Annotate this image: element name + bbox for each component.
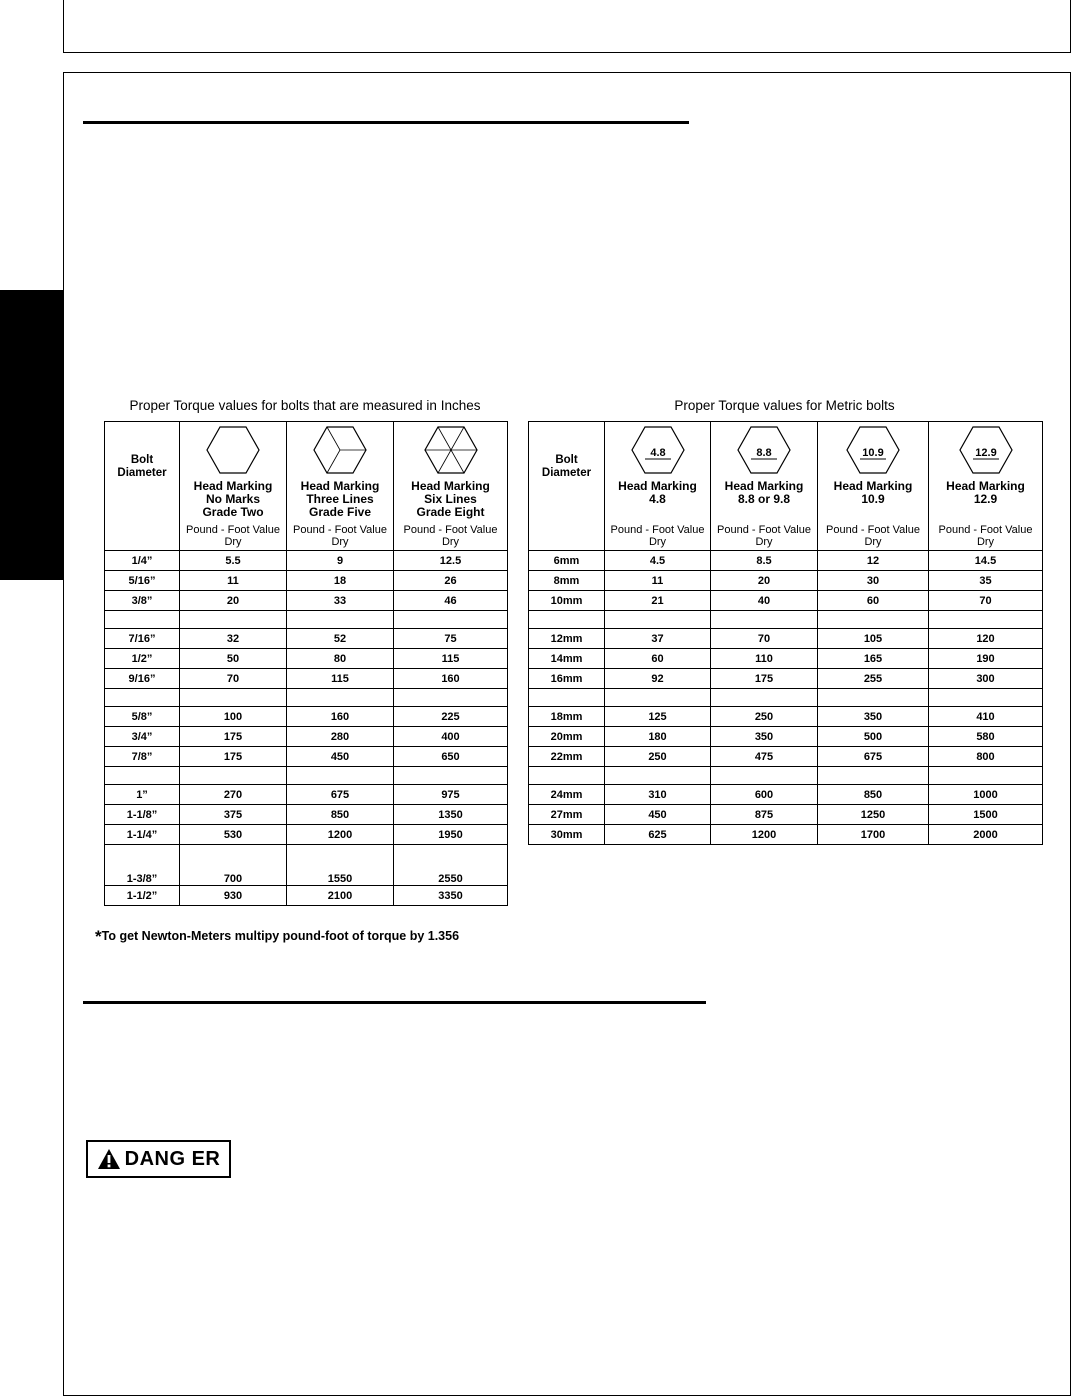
unit-label-text: Pound - Foot Value [293,524,387,536]
torque-value-cell: 1350 [394,805,508,825]
torque-value-cell: 700 [180,845,287,886]
torque-value-cell: 3350 [394,886,508,906]
warning-triangle-icon [97,1148,121,1170]
bolt-size-cell: 1-1/2” [105,886,180,906]
head-marking-text [180,480,286,519]
section-rule-top [83,121,689,124]
bolt-header-text [529,454,604,480]
danger-label: DANG ER [124,1147,221,1170]
torque-value-cell: 1200 [711,825,818,845]
torque-value-cell [605,767,711,785]
torque-value-cell: 115 [394,649,508,669]
unit-label [929,524,1042,548]
torque-value-cell: 180 [605,727,711,747]
torque-value-cell [929,689,1043,707]
torque-value-cell: 1250 [818,805,929,825]
bolt-size-cell [529,689,605,707]
torque-value-cell: 250 [605,747,711,767]
torque-value-cell: 8.5 [711,551,818,571]
bolt-size-cell: 5/8” [105,707,180,727]
hex-grade-label-icon [736,425,792,478]
table-row [105,747,508,767]
head-marking-line: 12.9 [973,492,998,506]
head-marking-line: Head Marking [300,479,380,493]
torque-value-cell: 115 [287,669,394,689]
torque-value-cell: 1200 [287,825,394,845]
bolt-size-cell: 12mm [529,629,605,649]
torque-value-cell: 270 [180,785,287,805]
torque-value-cell [711,689,818,707]
unit-label-text: Pound - Foot Value [826,524,920,536]
torque-value-cell: 225 [394,707,508,727]
grade-header-wrap [605,422,710,550]
bolt-size-cell: 1/4” [105,551,180,571]
bolt-size-cell: 5/16” [105,571,180,591]
table-row [105,785,508,805]
torque-value-cell: 1550 [287,845,394,886]
table-row [529,785,1043,805]
head-marking-line: Head Marking [193,479,273,493]
torque-value-cell: 975 [394,785,508,805]
torque-value-cell: 300 [929,669,1043,689]
torque-value-cell: 12 [818,551,929,571]
condition-label: Dry [648,536,667,548]
condition-label: Dry [441,536,460,548]
torque-value-cell: 100 [180,707,287,727]
hex-grade-label-icon [958,425,1014,478]
torque-value-cell: 9 [287,551,394,571]
torque-value-cell [394,611,508,629]
grade-header-wrap [180,422,286,550]
bolt-size-cell: 30mm [529,825,605,845]
bolt-diameter-header [529,422,605,551]
table-row [529,649,1043,669]
inch-torque-table [104,421,508,906]
torque-value-cell: 1950 [394,825,508,845]
torque-value-cell: 110 [711,649,818,669]
grade-header-1 [605,422,711,551]
torque-value-cell: 475 [711,747,818,767]
table-row [105,767,508,785]
torque-value-cell: 875 [711,805,818,825]
torque-value-cell: 5.5 [180,551,287,571]
bolt-size-cell: 6mm [529,551,605,571]
head-marking-text [711,480,817,506]
hex-grade-label-icon [845,425,901,478]
svg-text:10.9: 10.9 [862,447,884,459]
torque-value-cell [394,689,508,707]
metric-torque-table [528,421,1043,845]
torque-value-cell: 70 [929,591,1043,611]
metric-table-title: Proper Torque values for Metric bolts [674,398,895,413]
head-marking-line: Head Marking [833,479,913,493]
bolt-size-cell: 1/2” [105,649,180,669]
torque-value-cell: 165 [818,649,929,669]
unit-label [287,524,393,548]
head-marking-line: Grade Eight [416,505,485,519]
bolt-size-cell: 1-3/8” [105,845,180,886]
head-marking-line: Head Marking [618,479,697,493]
torque-value-cell: 1500 [929,805,1043,825]
torque-value-cell: 21 [605,591,711,611]
torque-value-cell: 930 [180,886,287,906]
torque-value-cell: 20 [711,571,818,591]
bolt-size-cell [529,767,605,785]
grade-header-wrap [287,422,393,550]
torque-value-cell: 46 [394,591,508,611]
torque-value-cell: 33 [287,591,394,611]
torque-value-cell: 625 [605,825,711,845]
bolt-size-cell [105,689,180,707]
bolt-header-wrap [105,422,179,550]
head-marking-line: Grade Five [308,505,372,519]
torque-value-cell: 450 [605,805,711,825]
torque-value-cell: 255 [818,669,929,689]
page-header-box [63,0,1071,53]
torque-value-cell: 105 [818,629,929,649]
hex-grade-label-icon [630,425,686,478]
head-marking-text [818,480,928,506]
torque-value-cell: 580 [929,727,1043,747]
torque-value-cell: 60 [605,649,711,669]
torque-value-cell: 850 [287,805,394,825]
table-row [529,805,1043,825]
torque-value-cell: 120 [929,629,1043,649]
condition-label: Dry [976,536,995,548]
section-rule-bottom [83,1001,706,1004]
unit-label [394,524,507,548]
torque-value-cell: 250 [711,707,818,727]
torque-value-cell: 14.5 [929,551,1043,571]
table-row [105,551,508,571]
table-row [529,571,1043,591]
table-row [105,689,508,707]
table-row [529,825,1043,845]
torque-value-cell: 450 [287,747,394,767]
torque-value-cell: 12.5 [394,551,508,571]
table-row [105,707,508,727]
table-row [105,886,508,906]
head-marking-text [605,480,710,506]
bolt-size-cell: 1” [105,785,180,805]
table-row [105,727,508,747]
torque-value-cell: 675 [287,785,394,805]
torque-value-cell: 30 [818,571,929,591]
grade-header-2 [287,422,394,551]
head-marking-text [394,480,507,519]
grade-header-2 [711,422,818,551]
table-row [105,669,508,689]
bolt-size-cell: 7/16” [105,629,180,649]
torque-value-cell: 530 [180,825,287,845]
bolt-size-cell: 14mm [529,649,605,669]
torque-value-cell: 160 [287,707,394,727]
torque-value-cell: 20 [180,591,287,611]
bolt-size-cell: 27mm [529,805,605,825]
grade-header-wrap [711,422,817,550]
torque-value-cell: 175 [711,669,818,689]
unit-label-text: Pound - Foot Value [610,524,705,536]
torque-value-cell: 40 [711,591,818,611]
footnote-star: * [95,927,102,946]
bolt-header-line: Diameter [541,467,592,479]
head-marking-line: 8.8 or 9.8 [737,492,791,506]
bolt-header-line: Bolt [130,454,154,466]
torque-value-cell: 190 [929,649,1043,669]
torque-value-cell: 600 [711,785,818,805]
unit-label-text: Pound - Foot Value [186,524,280,536]
table-row [105,805,508,825]
table-row [105,825,508,845]
head-marking-line: No Marks [205,492,261,506]
bolt-size-cell: 1-1/4” [105,825,180,845]
head-marking-text [287,480,393,519]
torque-value-cell [287,767,394,785]
torque-value-cell [394,767,508,785]
torque-value-cell: 26 [394,571,508,591]
danger-signal-box [86,1140,231,1178]
table-row [529,727,1043,747]
torque-value-cell: 350 [711,727,818,747]
bolt-size-cell: 9/16” [105,669,180,689]
bolt-size-cell [105,767,180,785]
hex-six-lines-icon [423,425,479,478]
table-row [105,611,508,629]
bolt-size-cell: 10mm [529,591,605,611]
torque-value-cell [929,611,1043,629]
unit-label-text: Pound - Foot Value [403,524,498,536]
grade-header-3 [818,422,929,551]
inch-table-title: Proper Torque values for bolts that are measured in Inches [129,398,481,413]
unit-label [711,524,817,548]
torque-value-cell: 92 [605,669,711,689]
torque-value-cell: 70 [711,629,818,649]
unit-label [180,524,286,548]
bolt-size-cell: 8mm [529,571,605,591]
bolt-header-wrap [529,422,604,550]
torque-value-cell [711,611,818,629]
torque-value-cell [818,689,929,707]
condition-label: Dry [755,536,773,548]
torque-value-cell: 11 [605,571,711,591]
table-row [529,707,1043,727]
head-marking-line: Head Marking [724,479,804,493]
torque-value-cell: 310 [605,785,711,805]
torque-value-cell [287,689,394,707]
grade-header-4 [929,422,1043,551]
bolt-header-text [105,454,179,480]
torque-value-cell: 125 [605,707,711,727]
table-row [529,629,1043,649]
torque-value-cell: 52 [287,629,394,649]
table-row [105,571,508,591]
section-side-tab [0,290,63,580]
torque-value-cell [929,767,1043,785]
bolt-size-cell: 22mm [529,747,605,767]
torque-value-cell: 175 [180,747,287,767]
hex-no-marks-icon [205,425,261,478]
table-row [529,591,1043,611]
bolt-header-line: Diameter [117,467,167,479]
condition-label: Dry [864,536,882,548]
torque-value-cell [180,611,287,629]
torque-value-cell: 4.5 [605,551,711,571]
bolt-size-cell: 24mm [529,785,605,805]
bolt-size-cell: 18mm [529,707,605,727]
bolt-size-cell: 1-1/8” [105,805,180,825]
svg-text:8.8: 8.8 [756,447,772,459]
head-marking-text [929,480,1042,506]
bolt-size-cell [529,611,605,629]
head-marking-line: 10.9 [861,492,885,506]
head-marking-line: Head Marking [411,479,490,493]
table-row [529,551,1043,571]
bolt-header-line: Bolt [555,454,578,466]
unit-label-text: Pound - Foot Value [938,524,1033,536]
torque-value-cell: 175 [180,727,287,747]
condition-label: Dry [331,536,349,548]
torque-value-cell [818,767,929,785]
torque-value-cell: 1700 [818,825,929,845]
grade-header-wrap [818,422,928,550]
svg-text:12.9: 12.9 [974,447,997,459]
table-row [529,689,1043,707]
head-marking-line: Three Lines [306,492,374,506]
torque-value-cell: 18 [287,571,394,591]
torque-value-cell: 375 [180,805,287,825]
unit-label-text: Pound - Foot Value [717,524,811,536]
table-row [529,747,1043,767]
torque-value-cell: 32 [180,629,287,649]
footnote-text: To get Newton-Meters multipy pound-foot of torque by 1.356 [101,929,460,943]
torque-value-cell: 2100 [287,886,394,906]
torque-value-cell [605,689,711,707]
grade-header-1 [180,422,287,551]
bolt-size-cell: 16mm [529,669,605,689]
table-row [105,629,508,649]
torque-value-cell: 75 [394,629,508,649]
table-row [529,767,1043,785]
torque-value-cell: 37 [605,629,711,649]
head-marking-line: 4.8 [649,492,666,506]
grade-header-wrap [394,422,507,550]
head-marking-line: Grade Two [202,505,264,519]
bolt-size-cell: 20mm [529,727,605,747]
grade-header-wrap [929,422,1042,550]
torque-value-cell: 50 [180,649,287,669]
torque-value-cell [287,611,394,629]
torque-value-cell: 70 [180,669,287,689]
torque-value-cell: 350 [818,707,929,727]
torque-value-cell [180,689,287,707]
bolt-size-cell: 3/4” [105,727,180,747]
torque-value-cell: 650 [394,747,508,767]
torque-value-cell: 280 [287,727,394,747]
torque-value-cell: 500 [818,727,929,747]
hex-three-lines-icon [312,425,368,478]
table-row [529,611,1043,629]
torque-value-cell: 35 [929,571,1043,591]
torque-value-cell: 2550 [394,845,508,886]
table-row [105,591,508,611]
condition-label: Dry [224,536,242,548]
torque-value-cell: 410 [929,707,1043,727]
torque-value-cell [180,767,287,785]
bolt-size-cell: 7/8” [105,747,180,767]
table-row [529,669,1043,689]
newton-meter-footnote [95,927,459,947]
unit-label [818,524,928,548]
torque-value-cell [818,611,929,629]
torque-value-cell: 60 [818,591,929,611]
torque-value-cell: 1000 [929,785,1043,805]
bolt-diameter-header [105,422,180,551]
torque-value-cell: 2000 [929,825,1043,845]
head-marking-line: Six Lines [424,492,477,506]
bolt-size-cell [105,611,180,629]
table-row [105,649,508,669]
unit-label [605,524,710,548]
head-marking-line: Head Marking [946,479,1025,493]
torque-value-cell: 850 [818,785,929,805]
torque-value-cell: 160 [394,669,508,689]
grade-header-3 [394,422,508,551]
table-row [105,845,508,886]
svg-text:4.8: 4.8 [649,447,666,459]
torque-value-cell [605,611,711,629]
torque-value-cell: 400 [394,727,508,747]
torque-value-cell: 675 [818,747,929,767]
torque-value-cell: 80 [287,649,394,669]
torque-value-cell: 800 [929,747,1043,767]
torque-value-cell [711,767,818,785]
torque-value-cell: 11 [180,571,287,591]
bolt-size-cell: 3/8” [105,591,180,611]
